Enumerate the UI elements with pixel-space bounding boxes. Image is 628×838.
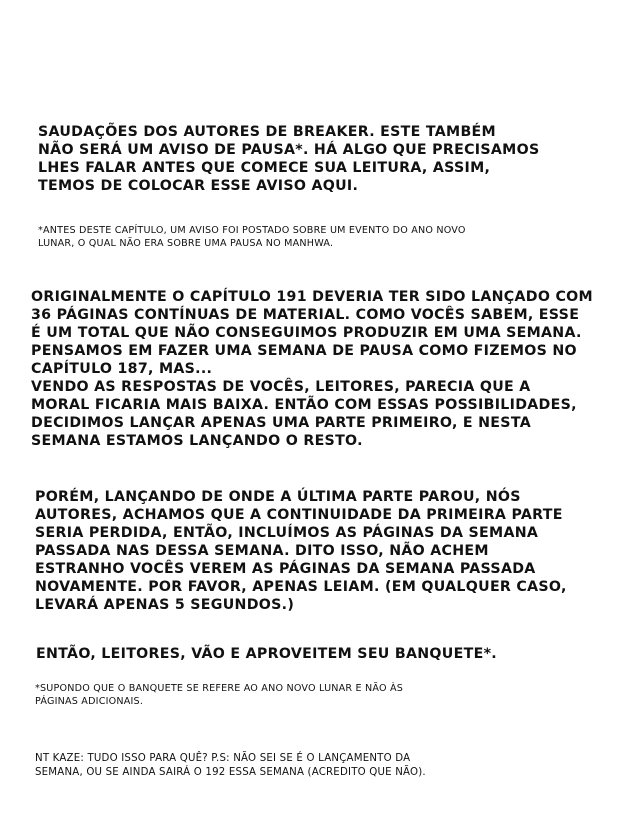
paragraph-chapter-191-explanation: ORIGINALMENTE O CAPÍTULO 191 DEVERIA TER SIDO LANÇADO COM 36 PÁGINAS CONTÍNUAS DE MATERIAL. COMO VOCÊS SABEM, ESSE É UM TOTAL QUE NÃO CONSEGUIMOS PRODUZIR EM UMA SEMANA. PENSAMOS EM FAZER UMA SEMANA DE PAUSA COMO FIZEMOS NO CAPÍTULO 187, MAS... VENDO AS RESPOSTAS DE VOCÊS, LEITORES, PARECIA QUE A MORAL FICARIA MAIS BAIXA. ENTÃO COM ESSAS POSSIBILIDADES, DECIDIMOS LANÇAR APENAS UMA PARTE PRIMEIRO, E NESTA SEMANA ESTAMOS LANÇANDO O RESTO. xyxy=(31,289,593,449)
footnote-banquet: *SUPONDO QUE O BANQUETE SE REFERE AO ANO NOVO LUNAR E NÃO ÀS PÁGINAS ADICIONAIS. xyxy=(35,683,404,707)
author-greeting: SAUDAÇÕES DOS AUTORES DE BREAKER. ESTE TAMBÉM NÃO SERÁ UM AVISO DE PAUSA*. HÁ ALGO QUE PRECISAMOS LHES FALAR ANTES QUE COMECE SUA LEITURA, ASSIM, TEMOS DE COLOCAR ESSE AVISO AQUI. xyxy=(38,124,540,194)
translator-note: NT KAZE: TUDO ISSO PARA QUÊ? P.S: NÃO SEI SE É O LANÇAMENTO DA SEMANA, OU SE AINDA SAIRÁ O 192 ESSA SEMANA (ACREDITO QUE NÃO). xyxy=(35,753,426,778)
closing-line: ENTÃO, LEITORES, VÃO E APROVEITEM SEU BANQUETE*. xyxy=(36,646,497,662)
paragraph-continuity-note: PORÉM, LANÇANDO DE ONDE A ÚLTIMA PARTE PAROU, NÓS AUTORES, ACHAMOS QUE A CONTINUIDADE DA PRIMEIRA PARTE SERIA PERDIDA, ENTÃO, INCLUÍMOS AS PÁGINAS DA SEMANA PASSADA NAS DESSA SEMANA. DITO ISSO, NÃO ACHEM ESTRANHO VOCÊS VEREM AS PÁGINAS DA SEMANA PASSADA NOVAMENTE. POR FAVOR, APENAS LEIAM. (EM QUALQUER CASO, LEVARÁ APENAS 5 SEGUNDOS.) xyxy=(35,489,567,613)
footnote-lunar-new-year-notice: *ANTES DESTE CAPÍTULO, UM AVISO FOI POSTADO SOBRE UM EVENTO DO ANO NOVO LUNAR, O QUAL NÃO ERA SOBRE UMA PAUSA NO MANHWA. xyxy=(38,225,466,249)
